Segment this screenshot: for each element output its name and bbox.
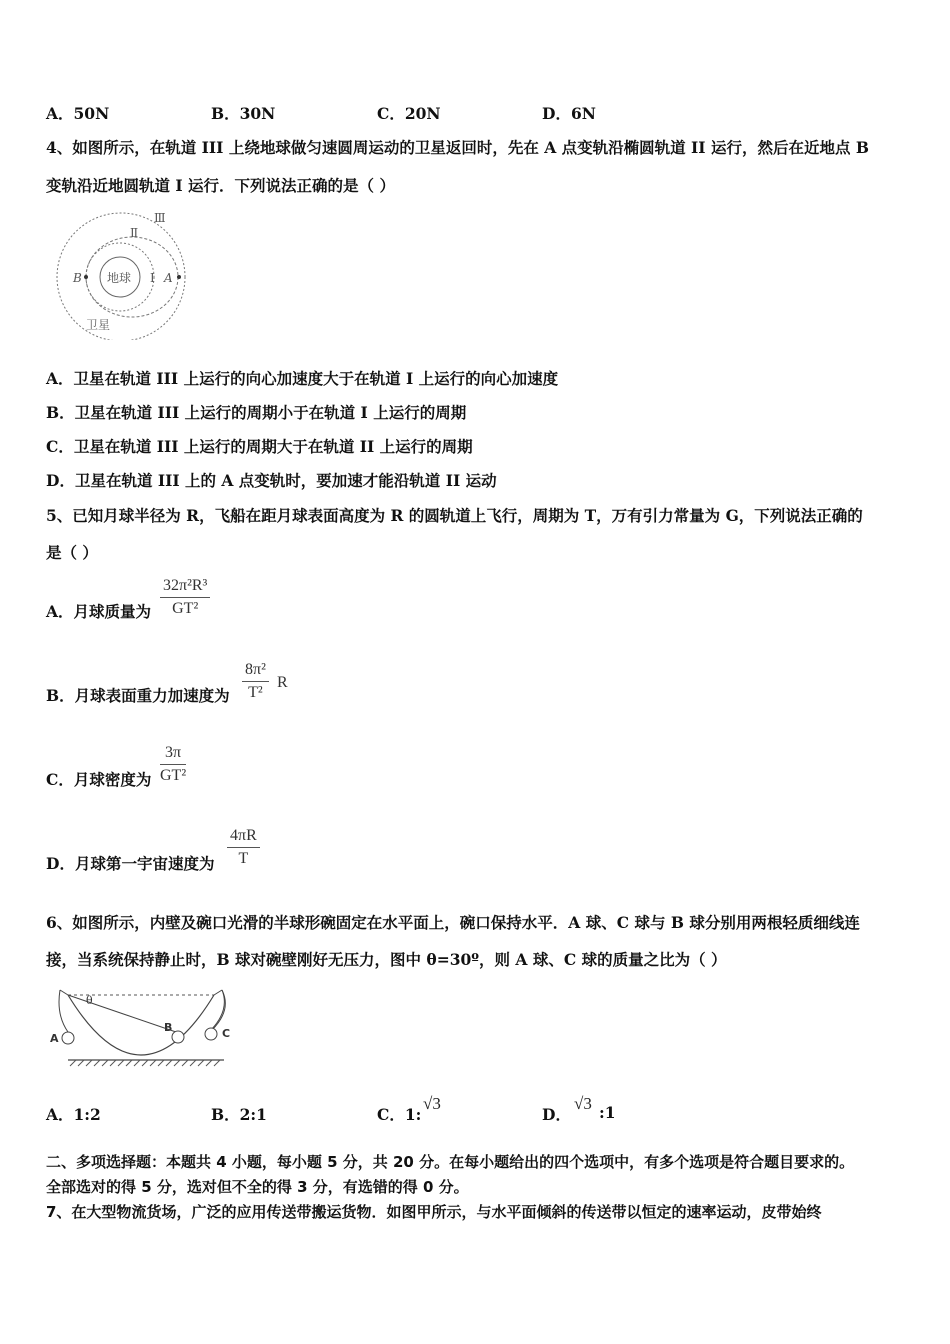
q5-option-c-fraction — [160, 742, 186, 787]
label-b: B — [73, 271, 82, 285]
q6-stem-line1: 6、如图所示，内壁及碗口光滑的半球形碗固定在水平面上，碗口保持水平．A 球、C 球与 B 球分别用两根轻质细线连 — [46, 913, 860, 932]
q5-option-b-after: R — [277, 674, 288, 691]
ball-c — [205, 1028, 217, 1040]
q5-option-a-numerator: 32π²R³ — [160, 575, 210, 598]
q5-option-c-denominator: GT² — [160, 767, 187, 784]
label-b-ball: B — [164, 1021, 173, 1034]
q5-option-d-label: D．月球第一宇宙速度为 — [46, 854, 215, 873]
q5-option-d-fraction — [227, 825, 260, 870]
section2-line1: 二、多项选择题：本题共 4 小题，每小题 5 分，共 20 分。在每小题给出的四个选项中，有多个选项是符合题目要求的。 — [46, 1153, 855, 1171]
q4-option-c: C．卫星在轨道 III 上运行的周期大于在轨道 II 上运行的周期 — [46, 437, 473, 456]
label-i: I — [150, 271, 155, 285]
q5-stem-line1: 5、已知月球半径为 R，飞船在距月球表面高度为 R 的圆轨道上飞行，周期为 T，万有引力常量为 G，下列说法正确的 — [46, 506, 863, 525]
q3-option-a: A．50N — [46, 104, 110, 123]
q3-option-d: D．6N — [542, 104, 596, 123]
ground-hatch — [70, 1060, 220, 1066]
q6-option-b: B．2:1 — [211, 1105, 267, 1124]
q4-stem-line1: 4、如图所示，在轨道 III 上绕地球做匀速圆周运动的卫星返回时，先在 A 点变轨沿椭圆轨道 II 运行，然后在近地点 B — [46, 138, 869, 157]
label-a: A — [164, 271, 173, 285]
q5-option-c-numerator: 3π — [160, 742, 186, 765]
q5-option-c-label: C．月球密度为 — [46, 770, 152, 789]
q6-stem-line2: 接，当系统保持静止时，B 球对碗壁刚好无压力，图中 θ=30º，则 A 球、C 球的质量之比为（ ） — [46, 950, 727, 969]
q5-option-a-label: A．月球质量为 — [46, 602, 152, 621]
earth-label: 地球 — [107, 271, 132, 285]
label-ii: Ⅱ — [130, 226, 139, 240]
q7-stem-line1: 7、在大型物流货场，广泛的应用传送带搬运货物．如图甲所示，与水平面倾斜的传送带以恒定的速率运动，皮带始终 — [46, 1203, 822, 1221]
q3-option-b: B．30N — [211, 104, 276, 123]
q5-option-d-denominator: T — [238, 850, 249, 867]
point-b — [84, 275, 88, 279]
point-a — [177, 275, 181, 279]
q6-option-d-suffix: :1 — [599, 1103, 616, 1122]
q5-option-b-label: B．月球表面重力加速度为 — [46, 686, 230, 705]
q4-option-a: A．卫星在轨道 III 上运行的向心加速度大于在轨道 I 上运行的向心加速度 — [46, 369, 559, 388]
theta-label: θ — [86, 994, 93, 1007]
satellite-label: 卫星 — [86, 318, 111, 332]
ball-a — [62, 1032, 74, 1044]
q5-option-b-denominator: T² — [248, 684, 263, 701]
q5-option-d-numerator: 4πR — [227, 825, 260, 848]
label-iii: Ⅲ — [154, 211, 166, 225]
section2-line2: 全部选对的得 5 分，选对但不全的得 3 分，有选错的得 0 分。 — [46, 1178, 469, 1196]
bowl-diagram — [46, 985, 246, 1070]
q5-option-a-denominator: GT² — [172, 600, 199, 617]
q4-option-b: B．卫星在轨道 III 上运行的周期小于在轨道 I 上运行的周期 — [46, 403, 467, 422]
q6-option-d: D． — [542, 1105, 571, 1124]
label-c-ball: C — [222, 1027, 231, 1040]
q5-option-b-numerator: 8π² — [242, 659, 269, 682]
q6-option-a: A．1:2 — [46, 1105, 101, 1124]
q6-option-c: C．1: — [377, 1105, 422, 1124]
ball-b — [172, 1031, 184, 1043]
q4-stem-line2: 变轨沿近地圆轨道 I 运行．下列说法正确的是（ ） — [46, 176, 395, 195]
q5-stem-line2: 是（ ） — [46, 543, 98, 562]
q6-option-c-sqrt3: √3 — [423, 1094, 441, 1113]
q6-option-d-sqrt3: √3 — [574, 1094, 592, 1113]
q3-option-c: C．20N — [377, 104, 441, 123]
orbit-diagram — [50, 205, 195, 340]
label-a-ball: A — [50, 1032, 59, 1045]
q5-option-a-fraction — [160, 575, 210, 620]
thread-a — [59, 990, 68, 1032]
q4-option-d: D．卫星在轨道 III 上的 A 点变轨时，要加速才能沿轨道 II 运动 — [46, 471, 497, 490]
q5-option-b-fraction — [242, 659, 269, 704]
thread-ab — [68, 995, 176, 1032]
